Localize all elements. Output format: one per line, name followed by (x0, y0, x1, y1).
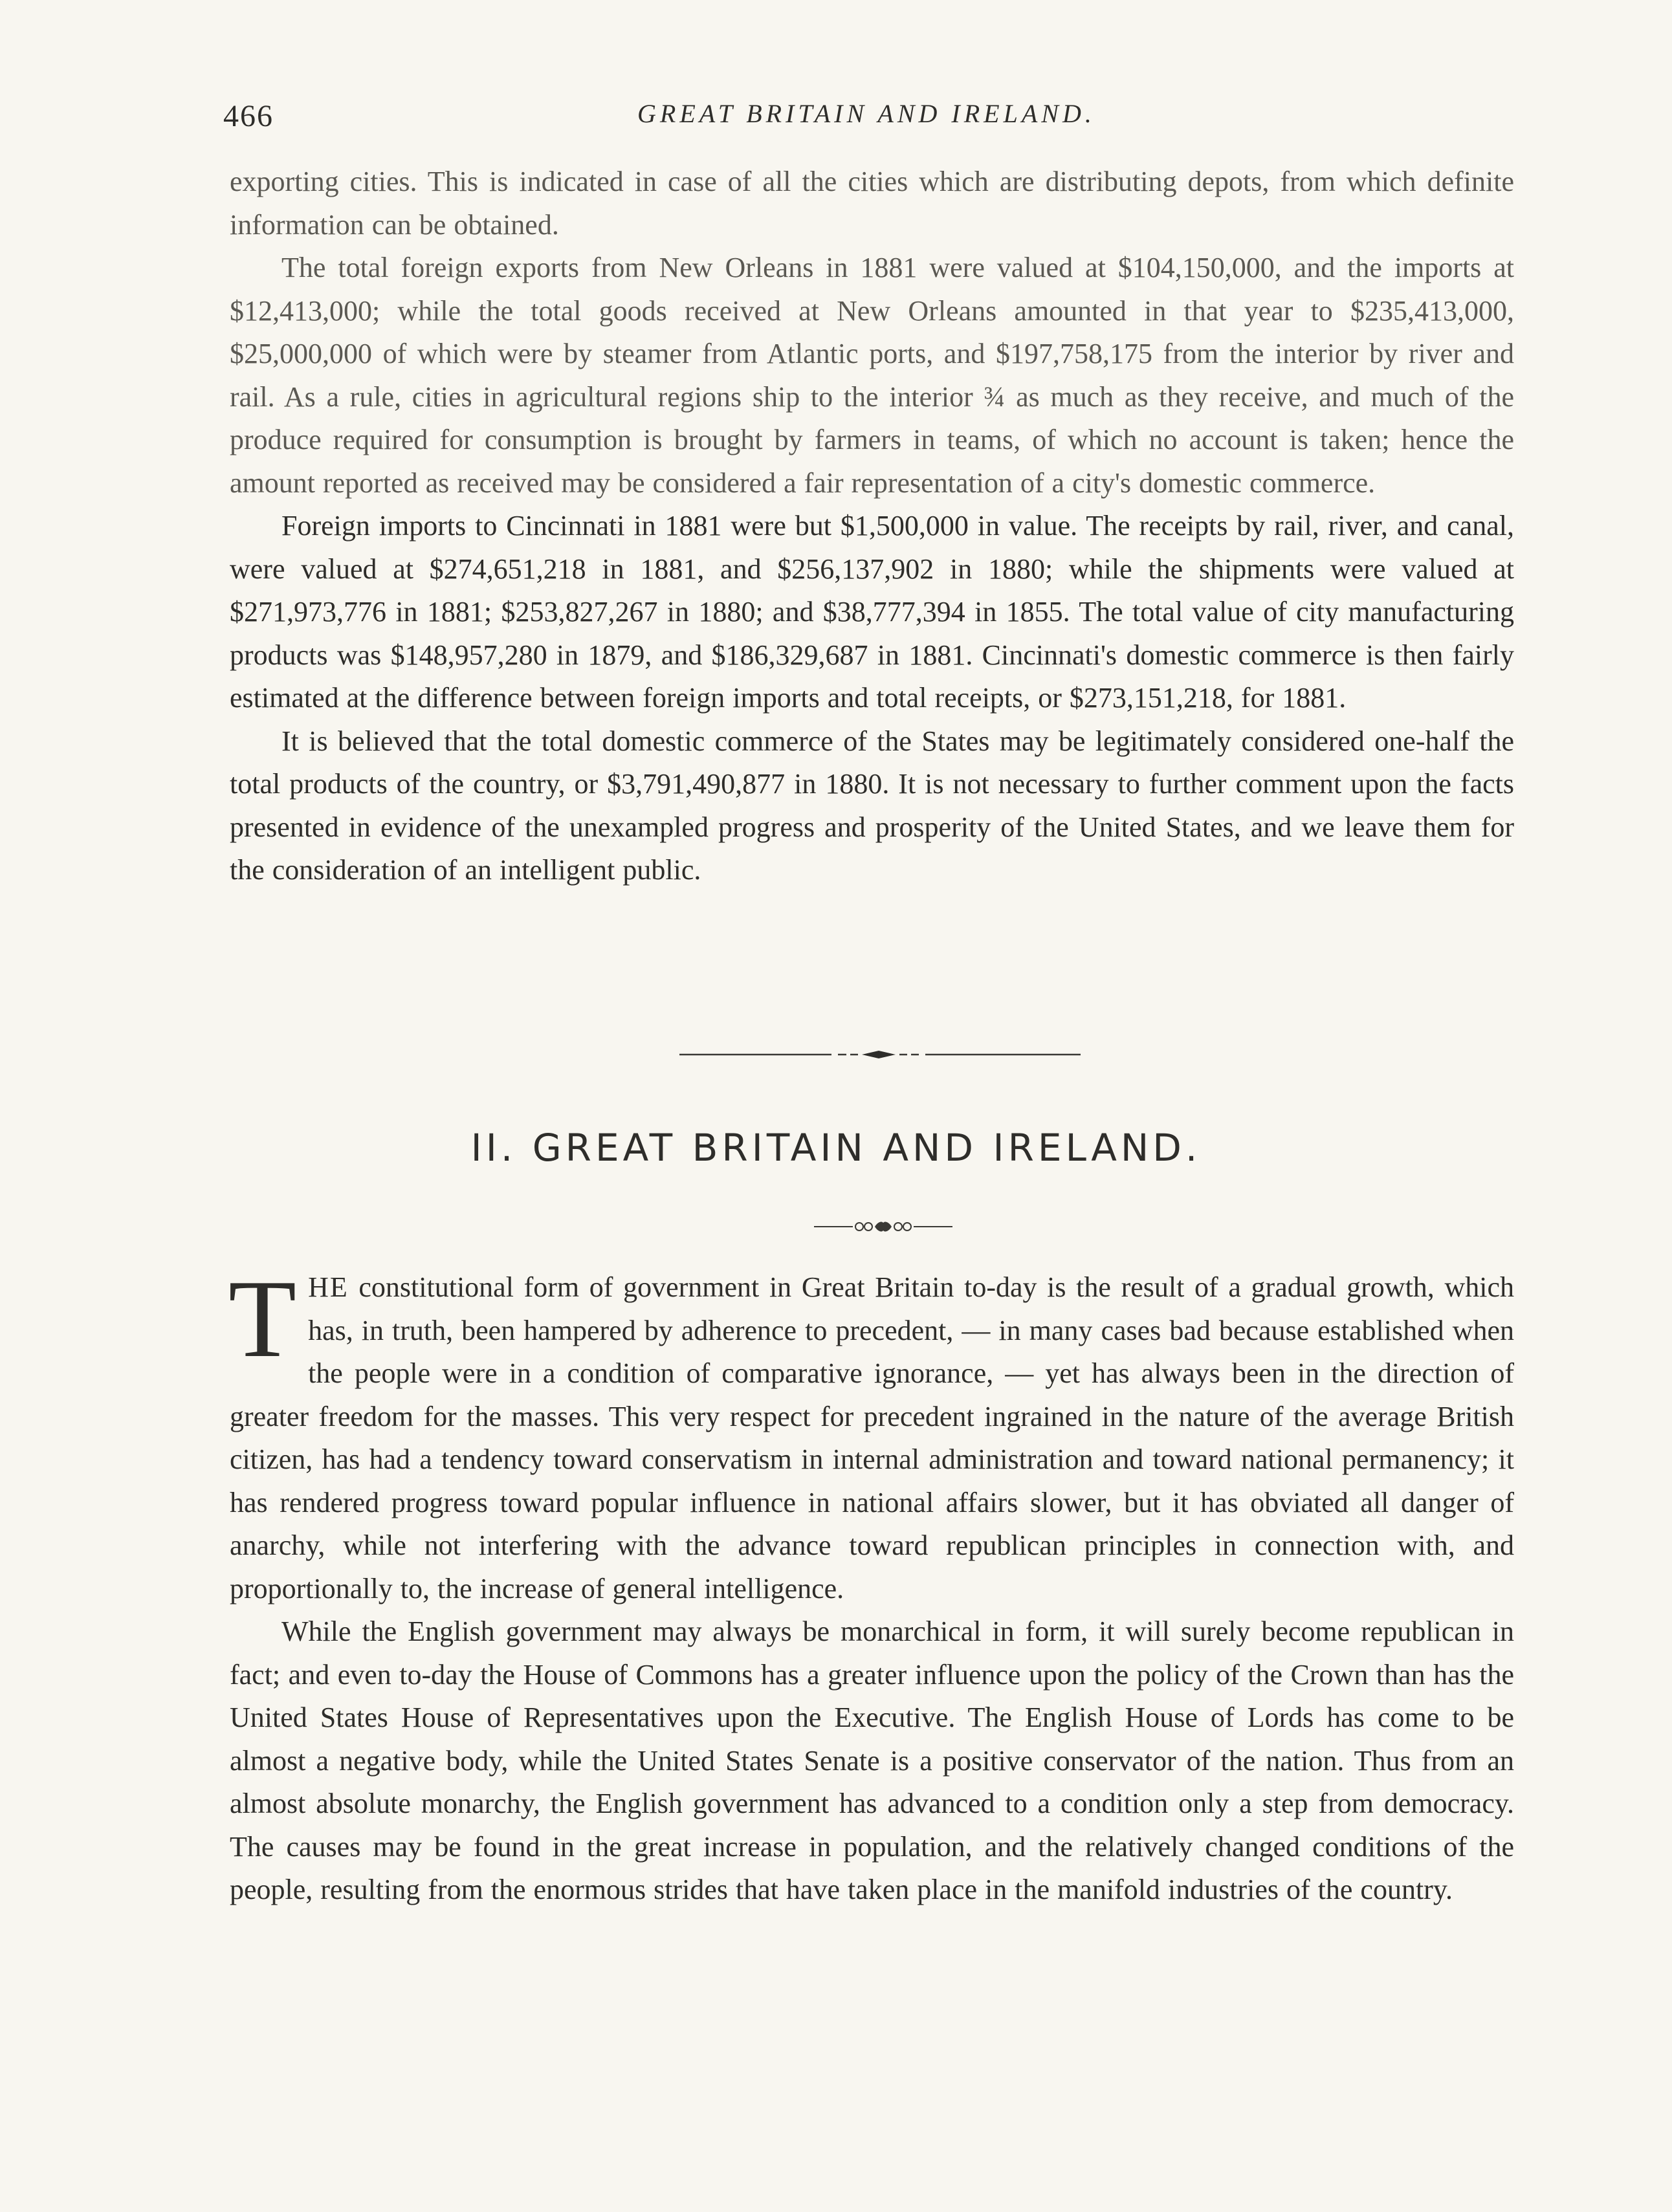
heading-flourish-ornament (814, 1218, 952, 1236)
paragraph-new-orleans: The total foreign exports from New Orleans in 1881 were valued at $104,150,000, and the imports at $12,413,000; while the total goods received at New Orleans amounted in that year to $235,413,000, $25,000,000 of which were by steamer from Atlantic ports, and $197,758,175 from the interior by river and rail. As a rule, cities in agricultural regions ship to the interior ¾ as much as they receive, and much of the produce required for consumption is brought by farmers in teams, of which no account is taken; hence the amount reported as received may be considered a fair representation of a city's domestic commerce. (230, 252, 1514, 499)
section-divider-ornament (679, 1047, 1081, 1062)
paragraph-constitutional-form (228, 1258, 1514, 1610)
paragraph-cincinnati: Foreign imports to Cincinnati in 1881 were but $1,500,000 in value. The receipts by rail, river, and canal, were valued at $274,651,218 in 1881, and $256,137,902 in 1880; while the shipments were valued at $271,973,776 in 1881; $253,827,267 in 1880; and $38,777,394 in 1855. The total value of city manufacturing products was $148,957,280 in 1879, and $186,329,687 in 1881. Cincinnati's domestic commerce is then fairly estimated at the difference between foreign imports and total receipts, or $273,151,218, for 1881. (230, 510, 1514, 714)
section-one-text (230, 160, 1514, 892)
paragraph-english-government: While the English government may always be monarchical in form, it will surely become republican in fact; and even to-day the House of Commons has a greater influence upon the policy of the Crown than has the United States House of Representatives upon the Executive. The English House of Lords has come to be almost a negative body, while the United States Senate is a positive conservator of the nation. Thus from an almost absolute monarchy, the English government has advanced to a condition only a step from democracy. The causes may be found in the great increase in population, and the relatively changed conditions of the people, resulting from the enormous strides that have taken place in the manifold industries of the country. (230, 1615, 1514, 1905)
drop-cap: T (228, 1258, 297, 1381)
running-head (223, 91, 1129, 142)
section-two-text (228, 1258, 1514, 1912)
page-number: 466 (223, 99, 274, 133)
paragraph-continued: exporting cities. This is indicated in case of all the cities which are distributing depots, from which definite information can be obtained. (230, 166, 1514, 241)
section-heading: II. GREAT BRITAIN AND IRELAND. (470, 1126, 1202, 1170)
paragraph-domestic-commerce: It is believed that the total domestic commerce of the States may be legitimately considered one-half the total products of the country, or $3,791,490,877 in 1880. It is not necessary to further comment upon the facts presented in evidence of the unexampled progress and prosperity of the United States, and we leave them for the consideration of an intelligent public. (230, 725, 1514, 886)
running-title: GREAT BRITAIN AND IRELAND. (637, 99, 1095, 128)
lead-caps: HE (308, 1271, 349, 1303)
paragraph-body: constitutional form of government in Great Britain to-day is the result of a gradual growth, which has, in truth, been hampered by adherence to precedent, — in many cases bad because established when the people were in a condition of comparative ignorance, — yet has always been in the direction of greater freedom for the masses. This very respect for precedent ingrained in the nature of the average British citizen, has had a tendency toward conservatism in internal administration and toward national permanency; it has rendered progress toward popular influence in national affairs slower, but it has obviated all danger of anarchy, while not interfering with the advance toward republican principles in connection with, and proportionally to, the increase of general intelligence. (230, 1271, 1514, 1604)
